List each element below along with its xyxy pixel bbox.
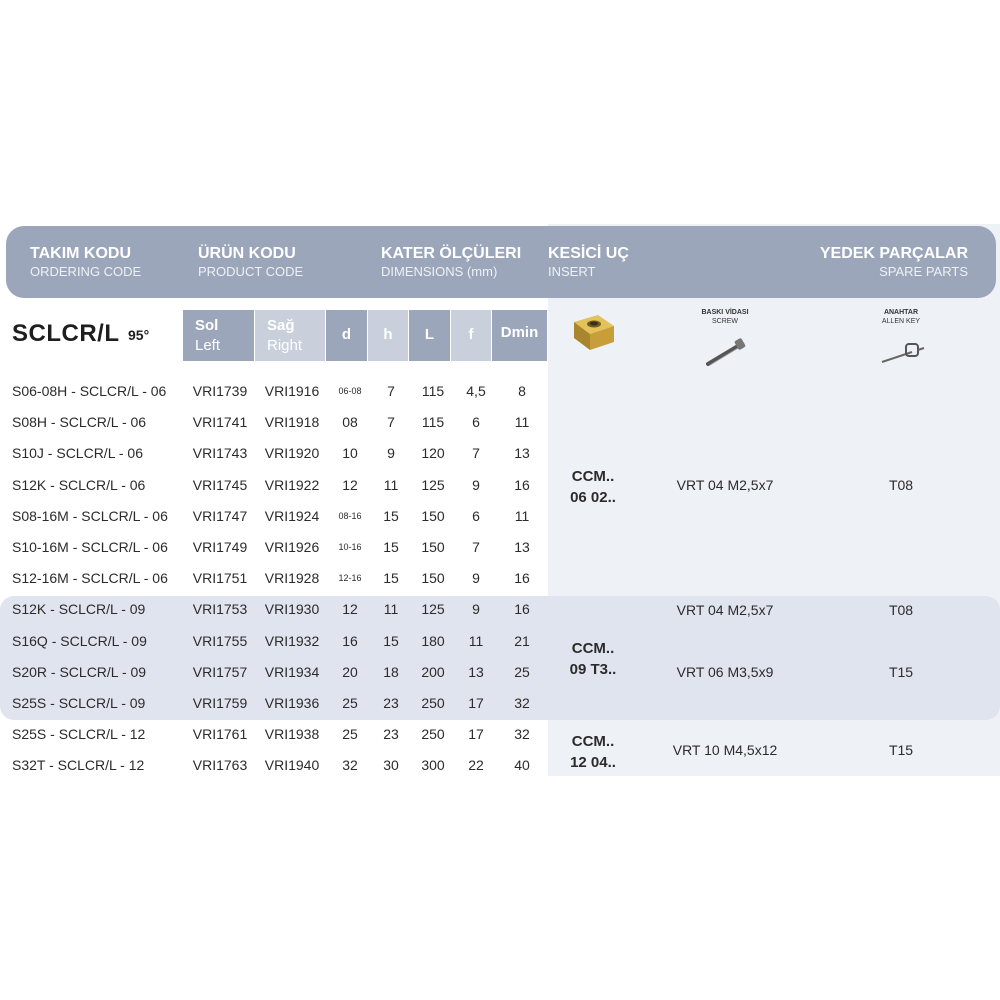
col-left-label: Sol xyxy=(195,317,219,334)
row-right-code: VRI1920 xyxy=(264,445,320,461)
row-ordering-code: S08-16M - SCLCR/L - 06 xyxy=(12,508,168,524)
dimensions-subtitle: DIMENSIONS (mm) xyxy=(381,264,498,279)
row-dmin: 25 xyxy=(514,664,530,680)
row-left-code: VRI1757 xyxy=(192,664,248,680)
row-ordering-code: S12-16M - SCLCR/L - 06 xyxy=(12,570,168,586)
row-h: 23 xyxy=(383,726,399,742)
col-right-label: Sağ xyxy=(267,317,295,334)
row-ordering-code: S08H - SCLCR/L - 06 xyxy=(12,414,147,430)
row-L: 120 xyxy=(421,445,445,461)
row-L: 115 xyxy=(421,383,445,399)
col-f-label: f xyxy=(468,326,474,343)
screw-label-en: SCREW xyxy=(711,318,739,325)
row-d: 25 xyxy=(342,726,358,742)
col-d-header xyxy=(326,310,367,361)
row-L: 150 xyxy=(421,508,445,524)
row-dmin: 16 xyxy=(514,477,530,493)
col-d-label: d xyxy=(341,326,352,343)
row-d: 12-16 xyxy=(338,573,362,583)
col-L-header xyxy=(409,310,450,361)
row-h: 11 xyxy=(383,477,399,493)
insert-09-line2: 09 T3.. xyxy=(569,661,617,678)
key-09-b: T15 xyxy=(888,664,914,680)
row-L: 115 xyxy=(421,414,445,430)
dimensions-title: KATER ÖLÇÜLERI xyxy=(381,245,522,262)
insert-06-line1: CCM.. xyxy=(571,468,615,485)
row-left-code: VRI1743 xyxy=(192,445,248,461)
row-f: 17 xyxy=(468,726,484,742)
row-h: 30 xyxy=(383,757,399,773)
screw-icon xyxy=(702,336,750,370)
product-code-subtitle: PRODUCT CODE xyxy=(198,264,304,279)
row-d: 08 xyxy=(342,414,358,430)
row-dmin: 40 xyxy=(514,757,530,773)
row-right-code: VRI1922 xyxy=(264,477,320,493)
row-right-code: VRI1928 xyxy=(264,570,320,586)
insert-title: KESİCİ UÇ xyxy=(548,245,629,262)
row-ordering-code: S20R - SCLCR/L - 09 xyxy=(12,664,147,680)
row-left-code: VRI1761 xyxy=(192,726,248,742)
row-ordering-code: S12K - SCLCR/L - 06 xyxy=(12,477,146,493)
insert-12-line1: CCM.. xyxy=(571,733,615,750)
row-left-code: VRI1741 xyxy=(192,414,248,430)
key-label-en: ALLEN KEY xyxy=(881,318,921,325)
col-h-header xyxy=(368,310,408,361)
row-left-code: VRI1763 xyxy=(192,757,248,773)
col-right-sublabel: Right xyxy=(267,337,303,354)
row-dmin: 13 xyxy=(514,445,530,461)
allen-key-icon xyxy=(878,338,926,368)
row-L: 300 xyxy=(421,757,445,773)
screw-label xyxy=(701,308,748,326)
col-f-header xyxy=(451,310,491,361)
key-09-a: T08 xyxy=(888,602,914,618)
row-right-code: VRI1926 xyxy=(264,539,320,555)
row-ordering-code: S32T - SCLCR/L - 12 xyxy=(12,757,145,773)
row-d: 12 xyxy=(342,477,358,493)
row-d: 10 xyxy=(342,445,358,461)
row-h: 7 xyxy=(387,414,395,430)
row-left-code: VRI1745 xyxy=(192,477,248,493)
row-right-code: VRI1940 xyxy=(264,757,320,773)
row-f: 7 xyxy=(472,445,480,461)
row-f: 22 xyxy=(468,757,484,773)
model-title: SCLCR/L xyxy=(12,320,120,347)
ordering-code-subtitle: ORDERING CODE xyxy=(30,264,142,279)
row-d: 32 xyxy=(342,757,358,773)
row-h: 11 xyxy=(383,601,399,617)
row-L: 180 xyxy=(421,633,445,649)
row-L: 125 xyxy=(421,477,445,493)
row-ordering-code: S25S - SCLCR/L - 12 xyxy=(12,726,146,742)
row-left-code: VRI1749 xyxy=(192,539,248,555)
model-angle: 95° xyxy=(128,327,150,343)
row-h: 7 xyxy=(387,383,395,399)
row-h: 18 xyxy=(383,664,399,680)
row-left-code: VRI1751 xyxy=(192,570,248,586)
row-f: 6 xyxy=(472,508,480,524)
row-left-code: VRI1755 xyxy=(192,633,248,649)
row-h: 15 xyxy=(383,508,399,524)
col-h-label: h xyxy=(383,326,393,343)
row-h: 15 xyxy=(383,539,399,555)
table-header xyxy=(6,226,996,298)
row-left-code: VRI1739 xyxy=(192,383,248,399)
row-d: 16 xyxy=(342,633,358,649)
key-label-tr: ANAHTAR xyxy=(883,309,919,316)
row-left-code: VRI1753 xyxy=(192,601,248,617)
row-dmin: 11 xyxy=(514,414,530,430)
row-d: 10-16 xyxy=(338,542,362,552)
row-dmin: 11 xyxy=(514,508,530,524)
row-f: 13 xyxy=(468,664,484,680)
insert-group-06 xyxy=(558,466,628,508)
row-f: 7 xyxy=(472,539,480,555)
row-ordering-code: S25S - SCLCR/L - 09 xyxy=(12,695,146,711)
insert-06-line2: 06 02.. xyxy=(570,489,616,506)
insert-group-12 xyxy=(558,731,628,773)
screw-label-tr: BASKI VİDASI xyxy=(701,309,749,316)
row-h: 15 xyxy=(383,633,399,649)
row-h: 9 xyxy=(387,445,395,461)
col-L-label: L xyxy=(424,326,435,343)
row-dmin: 32 xyxy=(514,726,530,742)
row-d: 12 xyxy=(342,601,358,617)
col-left-sublabel: Left xyxy=(195,337,221,354)
col-right-header xyxy=(255,310,325,361)
row-dmin: 8 xyxy=(518,383,526,399)
screw-09-b: VRT 06 M3,5x9 xyxy=(676,664,774,680)
row-dmin: 13 xyxy=(514,539,530,555)
row-right-code: VRI1932 xyxy=(264,633,320,649)
product-code-title: ÜRÜN KODU xyxy=(198,245,296,262)
row-d: 20 xyxy=(342,664,358,680)
col-left-header xyxy=(183,310,254,361)
row-h: 23 xyxy=(383,695,399,711)
row-dmin: 16 xyxy=(514,570,530,586)
row-d: 25 xyxy=(342,695,358,711)
row-f: 9 xyxy=(472,570,480,586)
row-L: 125 xyxy=(421,601,445,617)
row-right-code: VRI1936 xyxy=(264,695,320,711)
row-left-code: VRI1747 xyxy=(192,508,248,524)
spare-parts-title: YEDEK PARÇALAR xyxy=(819,245,968,262)
row-band-09 xyxy=(0,596,1000,720)
insert-09-line1: CCM.. xyxy=(571,640,615,657)
screw-06: VRT 04 M2,5x7 xyxy=(676,477,774,493)
row-ordering-code: S10J - SCLCR/L - 06 xyxy=(12,445,143,461)
row-L: 150 xyxy=(421,539,445,555)
row-ordering-code: S10-16M - SCLCR/L - 06 xyxy=(12,539,168,555)
row-left-code: VRI1759 xyxy=(192,695,248,711)
col-dmin-label: Dmin xyxy=(500,324,539,341)
row-right-code: VRI1934 xyxy=(264,664,320,680)
col-dmin-header xyxy=(492,310,547,361)
row-f: 9 xyxy=(472,477,480,493)
row-L: 250 xyxy=(421,695,445,711)
insert-group-09 xyxy=(558,638,628,680)
row-f: 17 xyxy=(468,695,484,711)
insert-12-line2: 12 04.. xyxy=(570,754,616,771)
row-L: 250 xyxy=(421,726,445,742)
row-h: 15 xyxy=(383,570,399,586)
row-ordering-code: S12K - SCLCR/L - 09 xyxy=(12,601,146,617)
row-d: 06-08 xyxy=(338,386,362,396)
row-f: 9 xyxy=(472,601,480,617)
row-dmin: 32 xyxy=(514,695,530,711)
insert-icon xyxy=(568,312,618,354)
row-right-code: VRI1938 xyxy=(264,726,320,742)
spare-parts-subtitle: SPARE PARTS xyxy=(879,264,968,279)
key-12: T15 xyxy=(888,742,914,758)
row-right-code: VRI1916 xyxy=(264,383,320,399)
row-f: 4,5 xyxy=(466,383,486,399)
row-right-code: VRI1918 xyxy=(264,414,320,430)
row-L: 200 xyxy=(421,664,445,680)
row-ordering-code: S16Q - SCLCR/L - 09 xyxy=(12,633,147,649)
row-dmin: 21 xyxy=(514,633,530,649)
row-right-code: VRI1930 xyxy=(264,601,320,617)
key-06: T08 xyxy=(888,477,914,493)
row-d: 08-16 xyxy=(338,511,362,521)
screw-12: VRT 10 M4,5x12 xyxy=(672,742,778,758)
row-L: 150 xyxy=(421,570,445,586)
screw-09-a: VRT 04 M2,5x7 xyxy=(676,602,774,618)
row-f: 11 xyxy=(468,633,484,649)
ordering-code-title: TAKIM KODU xyxy=(30,245,132,262)
row-dmin: 16 xyxy=(514,601,530,617)
row-ordering-code: S06-08H - SCLCR/L - 06 xyxy=(12,383,167,399)
row-right-code: VRI1924 xyxy=(264,508,320,524)
row-f: 6 xyxy=(472,414,480,430)
key-label xyxy=(882,308,920,326)
insert-subtitle: INSERT xyxy=(548,264,596,279)
